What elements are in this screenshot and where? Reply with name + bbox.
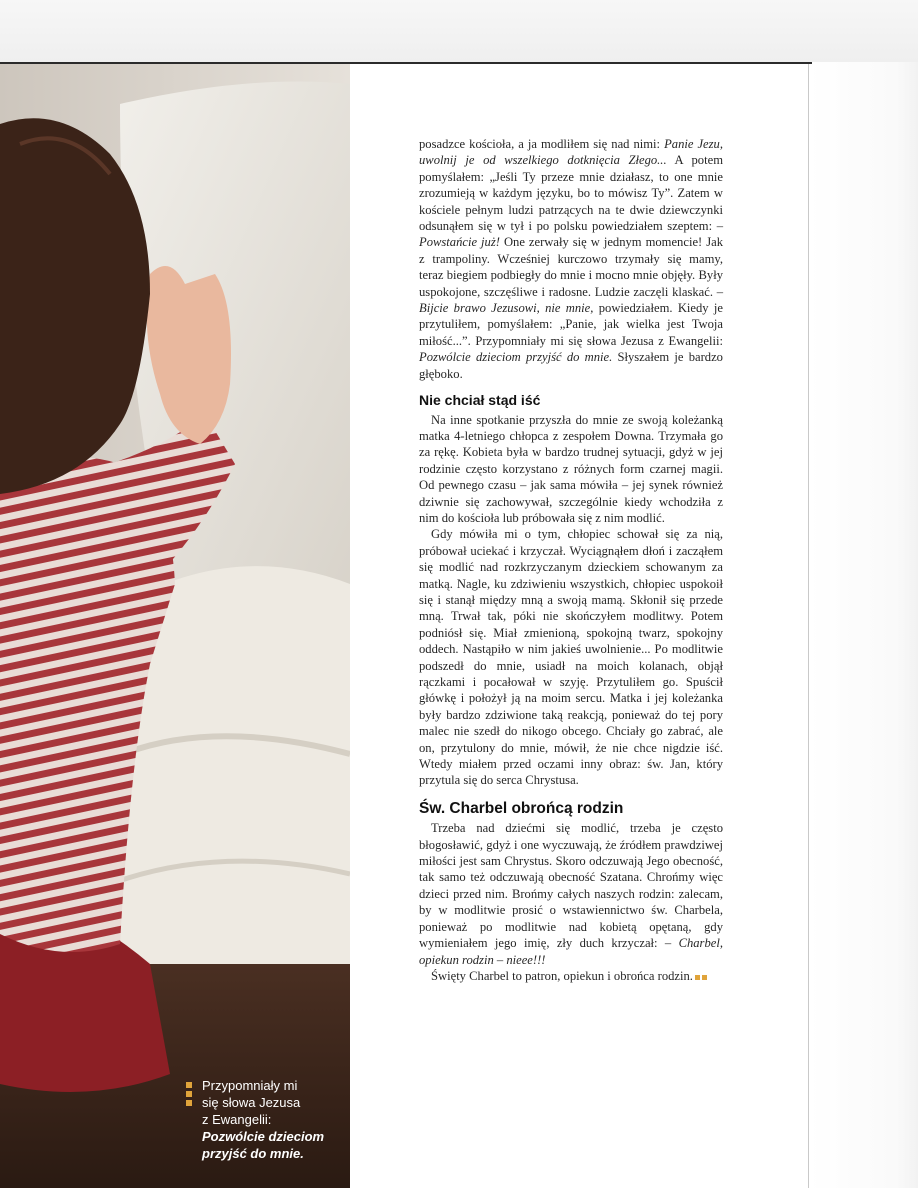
italic-run: Charbel, opiekun rodzin – nieee!!!	[419, 936, 723, 967]
text-run: Słyszałem je bardzo głęboko.	[419, 350, 723, 381]
scan-border-top	[0, 0, 918, 62]
text-run: powiedziałem. Kiedy je przytuliłem, pomyślałem: „Panie, jak wielka jest Twoja miłość...”. Przypomniały mi się słowa Jezusa z Ewangelii:	[419, 301, 723, 348]
italic-run: Bijcie brawo Jezusowi, nie mnie,	[419, 301, 594, 316]
text-run: posadzce kościoła, a ja modliłem się nad nimi:	[419, 137, 665, 151]
caption-line: z Ewangelii:	[202, 1112, 272, 1127]
paragraph-5	[419, 968, 723, 984]
paragraph-4	[419, 820, 723, 968]
italic-run: Panie Jezu, uwolnij je od wszelkiego dotknięcia Złego...	[419, 137, 723, 168]
text-run: Trzeba nad dziećmi się modlić, trzeba je często błogosławić, gdyż i one wyczuwają, że źródłem prawdziwej miłości jest sam Chrystus. Skoro odczuwają Jego obecność, tak samo też odczuwają obecność Szatana. Chrońmy więc dzieci przed nim. Brońmy całych naszych rodzin: zalecam, by w modlitwie prosić o wstawiennictwo św. Charbela, ponieważ po modlitwie nad kobietą opętaną, gdy wymieniałem jego imię, zły duch krzyczał: –	[419, 821, 723, 951]
caption-line: się słowa Jezusa	[202, 1095, 301, 1110]
end-mark	[702, 975, 707, 980]
section-heading-1: Nie chciał stąd iść	[419, 392, 541, 409]
caption-bullet	[186, 1082, 192, 1088]
italic-run: Pozwólcie dzieciom przyjść do mnie.	[419, 350, 613, 365]
paragraph-3: Gdy mówiła mi o tym, chłopiec schował się za nią, próbował uciekać i krzyczał. Wyciągnąłem dłoń i zacząłem się modlić nad rozkrzyczanym dzieckiem schowanym za matką. Nagle, ku zdziwieniu wszystkich, chłopiec uspokoił się i stanął między mną a swoją mamą. Skłonił się przede mną. Trwał tak, póki nie skończyłem modlitwy. Potem podniósł się. Miał zmienioną, spokojną twarz, spokojny oddech. Nastąpiło w nim jakieś uwolnienie... Po modlitwie podszedł do mnie, usiadł na moich kolanach, objął rączkami i pocałował w szyję. Przytuliłem go. Spuścił główkę i położył ją na moim sercu. Matka i jej koleżanka były bardzo zdziwione taką reakcją, ponieważ do tej pory malec nie szedł do nikogo obcego. Chciały go zabrać, ale on, przytulony do mnie, mówił, że nie chce nigdzie iść. Wtedy miałem przed oczami inny obraz: św. Jan, który przytula się do serca Chrystusa.	[419, 527, 723, 788]
caption-bullet	[186, 1091, 192, 1097]
end-mark	[695, 975, 700, 980]
caption-line-quote: Pozwólcie dzieciom	[202, 1129, 325, 1144]
text-run: A potem pomyślałem: „Jeśli Ty przeze mnie działasz, to one mnie zrozumieją w każdym języku, bo to mówisz Ty”. Zatem w kościele pełnym ludzi patrzących na te dwie dziewczynki odsunąłem się w tył i po polsku powiedziałem szeptem: –	[419, 153, 723, 234]
text-run: One zerwały się w jednym momencie! Jak z trampoliny. Wcześniej kurczowo trzymały się mamy, teraz biegiem podbiegły do mnie i mocno mnie objęły. Były uspokojone, szczęśliwe i radosne. Ludzie zaczęli klaskać. –	[419, 235, 724, 299]
paragraph-2: Na inne spotkanie przyszła do mnie ze swoją koleżanką matka 4-letniego chłopca z zespołem Downa. Trzymała go za rękę. Kobieta była w bardzo trudnej sytuacji, gdyż w jej rodzinie często korzystano z różnych form czarnej magii. Od pewnego czasu – jak sama mówiła – jej synek również dziwnie się zachowywał, szczególnie kiedy wchodziła z nim do kościoła lub próbowała się z nim modlić.	[419, 412, 723, 525]
section-heading-2: Św. Charbel obrońcą rodzin	[419, 799, 624, 817]
italic-run: Powstańcie już!	[419, 235, 500, 250]
scan-border-right	[808, 62, 918, 1188]
page-right-edge	[808, 64, 809, 1188]
photo-caption	[186, 1077, 336, 1162]
article-column	[419, 136, 723, 984]
photo-praying-child	[0, 64, 350, 1188]
caption-line-quote: przyjść do mnie.	[202, 1146, 304, 1161]
caption-line: Przypomniały mi	[202, 1078, 298, 1093]
paragraph-5-text: Święty Charbel to patron, opiekun i obrońca rodzin.	[431, 968, 693, 983]
caption-bullet	[186, 1100, 192, 1106]
paragraph-1	[419, 136, 723, 382]
